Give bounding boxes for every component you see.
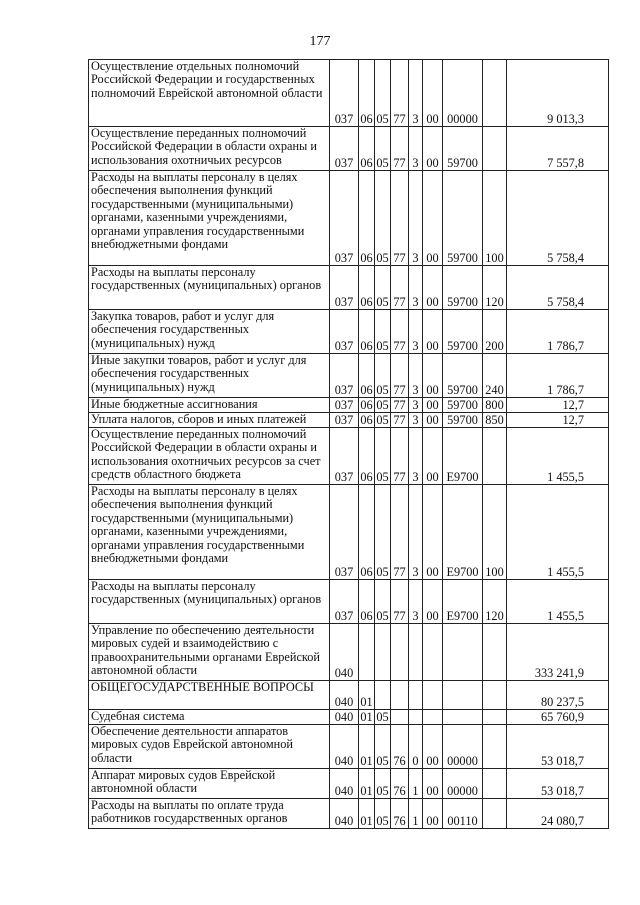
table-row (89, 398, 609, 413)
code-cell-vr (483, 624, 507, 681)
table-row (89, 485, 609, 580)
code-cell-p3: 00 (423, 60, 443, 127)
code-cell-pr: 05 (375, 769, 391, 799)
table-row (89, 413, 609, 428)
code-cell-p2: 3 (409, 310, 423, 354)
code-cell-vr (483, 769, 507, 799)
code-cell-p3: 00 (423, 725, 443, 769)
code-cell-p3 (423, 624, 443, 681)
expense-name-cell: Иные бюджетные ассигнования (89, 398, 330, 413)
table-row (89, 710, 609, 725)
amount-cell: 53 018,7 (507, 725, 609, 769)
code-cell-p3: 00 (423, 398, 443, 413)
code-cell-p4 (443, 710, 483, 725)
amount-cell: 24 080,7 (507, 799, 609, 829)
code-cell-p4: 59700 (443, 171, 483, 266)
code-cell-p1: 77 (391, 485, 409, 580)
code-cell-p4: Е9700 (443, 485, 483, 580)
code-cell-vr (483, 127, 507, 171)
code-cell-p4: 00110 (443, 799, 483, 829)
code-cell-p2: 3 (409, 266, 423, 310)
code-cell-p4: Е9700 (443, 428, 483, 485)
table-row (89, 428, 609, 485)
code-cell-vr (483, 799, 507, 829)
code-cell-p3: 00 (423, 310, 443, 354)
code-cell-p4: 00000 (443, 769, 483, 799)
table-row (89, 171, 609, 266)
code-cell-vr (483, 725, 507, 769)
code-cell-p4: 59700 (443, 354, 483, 398)
table-row (89, 624, 609, 681)
code-cell-rz: 06 (359, 266, 375, 310)
code-cell-rz: 01 (360, 709, 373, 724)
code-cell-p2: 3 (409, 60, 423, 127)
code-cell-rz: 06 (360, 397, 373, 412)
expense-name-cell: Расходы на выплаты персоналу государственных (муниципальных) органов (89, 266, 330, 310)
amount-cell: 1 455,5 (507, 428, 609, 485)
code-cell-vr: 120 (483, 266, 507, 310)
table-row (89, 799, 609, 829)
amount-cell: 80 237,5 (507, 681, 609, 710)
code-cell-p2 (409, 624, 423, 681)
code-cell-vr: 120 (483, 580, 507, 624)
code-cell-ved: 037 (330, 171, 359, 266)
code-cell-rz: 06 (360, 412, 373, 427)
expense-name-cell: Обеспечение деятельности аппаратов мировых судов Еврейской автономной области (89, 725, 330, 769)
code-cell-ved: 040 (330, 681, 359, 710)
expense-name-cell: Закупка товаров, работ и услуг для обеспечения государственных (муниципальных) нужд (89, 310, 330, 354)
code-cell-pr: 05 (376, 397, 389, 412)
code-cell-p1: 77 (391, 428, 409, 485)
page-number: 177 (309, 34, 331, 49)
table-row (89, 580, 609, 624)
code-cell-rz: 06 (359, 171, 375, 266)
code-cell-rz: 06 (359, 580, 375, 624)
code-cell-ved: 037 (330, 485, 359, 580)
code-cell-p1: 76 (391, 769, 409, 799)
code-cell-rz: 06 (359, 310, 375, 354)
code-cell-ved: 040 (330, 624, 359, 681)
code-cell-p4: 00000 (443, 60, 483, 127)
amount-cell: 1 455,5 (507, 485, 609, 580)
code-cell-p2: 1 (409, 769, 423, 799)
code-cell-pr: 05 (375, 171, 391, 266)
table-row (89, 725, 609, 769)
code-cell-ved: 040 (330, 725, 359, 769)
code-cell-p1: 76 (391, 799, 409, 829)
table-body (89, 60, 609, 829)
code-cell-p3: 00 (423, 354, 443, 398)
expense-name-cell: Аппарат мировых судов Еврейской автономной области (89, 769, 330, 799)
expense-name-cell: Расходы на выплаты персоналу в целях обеспечения выполнения функций государственными (муниципальными) органами, казенными учреждениями, органами управления государственными внебюджетными фондами (89, 171, 330, 266)
code-cell-ved: 040 (330, 769, 359, 799)
code-cell-ved: 037 (330, 398, 359, 413)
code-cell-ved: 037 (330, 266, 359, 310)
code-cell-vr (483, 428, 507, 485)
code-cell-p2: 3 (409, 127, 423, 171)
code-cell-p1 (391, 624, 409, 681)
code-cell-p2 (409, 681, 423, 710)
expense-name-cell: Осуществление переданных полномочий Российской Федерации в области охраны и использования охотничьих ресурсов (89, 127, 330, 171)
budget-table (88, 59, 609, 829)
code-cell-vr: 100 (483, 171, 507, 266)
expense-name-cell: Судебная система (89, 710, 330, 725)
code-cell-vr: 240 (483, 354, 507, 398)
amount-cell: 1 786,7 (507, 310, 609, 354)
code-cell-ved: 037 (330, 354, 359, 398)
code-cell-ved: 037 (330, 413, 359, 428)
amount-cell: 53 018,7 (507, 769, 609, 799)
expense-name-cell: ОБЩЕГОСУДАРСТВЕННЫЕ ВОПРОСЫ (89, 681, 330, 710)
code-cell-p3: 00 (423, 799, 443, 829)
expense-name-cell: Иные закупки товаров, работ и услуг для обеспечения государственных (муниципальных) нужд (89, 354, 330, 398)
code-cell-p1: 77 (391, 310, 409, 354)
amount-cell: 9 013,3 (507, 60, 609, 127)
code-cell-p4: 00000 (443, 725, 483, 769)
code-cell-pr: 05 (376, 709, 389, 724)
code-cell-p4 (443, 624, 483, 681)
code-cell-vr (483, 710, 507, 725)
code-cell-vr: 100 (483, 485, 507, 580)
code-cell-p2: 3 (409, 428, 423, 485)
code-cell-pr: 05 (375, 127, 391, 171)
code-cell-p4: 59700 (443, 266, 483, 310)
code-cell-vr: 200 (483, 310, 507, 354)
code-cell-p1: 76 (391, 725, 409, 769)
code-cell-p1: 77 (391, 266, 409, 310)
expense-name-cell: Управление по обеспечению деятельности мировых судей и взаимодействию с правоохранительными органами Еврейской автономной области (89, 624, 330, 681)
table-row (89, 681, 609, 710)
code-cell-p2: 1 (409, 799, 423, 829)
code-cell-ved: 037 (330, 580, 359, 624)
code-cell-p2: 3 (409, 398, 423, 413)
code-cell-p1: 77 (391, 413, 409, 428)
code-cell-pr: 05 (375, 60, 391, 127)
code-cell-ved: 037 (330, 428, 359, 485)
code-cell-p3: 00 (423, 171, 443, 266)
code-cell-p3: 00 (423, 769, 443, 799)
code-cell-rz: 01 (359, 769, 375, 799)
amount-cell: 5 758,4 (507, 266, 609, 310)
amount-cell: 65 760,9 (507, 710, 609, 725)
code-cell-pr (375, 624, 391, 681)
code-cell-p3: 00 (423, 266, 443, 310)
code-cell-p1: 77 (391, 398, 409, 413)
amount-cell: 12,7 (507, 413, 609, 428)
code-cell-p1: 77 (391, 127, 409, 171)
table-row (89, 354, 609, 398)
code-cell-p2: 3 (409, 354, 423, 398)
code-cell-rz (359, 624, 375, 681)
code-cell-p3: 00 (423, 127, 443, 171)
table-row (89, 769, 609, 799)
code-cell-p1: 77 (391, 171, 409, 266)
code-cell-p3: 00 (423, 485, 443, 580)
table-row (89, 310, 609, 354)
code-cell-rz: 06 (359, 428, 375, 485)
code-cell-p4: 59700 (443, 310, 483, 354)
code-cell-pr: 05 (375, 266, 391, 310)
code-cell-ved: 037 (330, 310, 359, 354)
code-cell-vr (483, 681, 507, 710)
code-cell-pr (375, 681, 391, 710)
code-cell-p2: 3 (409, 171, 423, 266)
amount-cell: 1 455,5 (507, 580, 609, 624)
code-cell-pr: 05 (375, 725, 391, 769)
table-row (89, 127, 609, 171)
expense-name-cell: Расходы на выплаты персоналу в целях обеспечения выполнения функций государственными (муниципальными) органами, казенными учреждениями, органами управления государственными внебюджетными фондами (89, 485, 330, 580)
code-cell-pr: 05 (375, 580, 391, 624)
expense-name-cell: Расходы на выплаты персоналу государственных (муниципальных) органов (89, 580, 330, 624)
code-cell-vr: 800 (483, 398, 507, 413)
code-cell-p4: 59700 (443, 398, 483, 413)
code-cell-p2: 0 (409, 725, 423, 769)
code-cell-rz: 06 (359, 354, 375, 398)
code-cell-rz: 06 (359, 485, 375, 580)
code-cell-p3 (423, 710, 443, 725)
code-cell-pr: 05 (375, 485, 391, 580)
expense-name-cell: Расходы на выплаты по оплате труда работников государственных органов (89, 799, 330, 829)
expense-name-cell: Осуществление отдельных полномочий Российской Федерации и государственных полномочий Еврейской автономной области (89, 60, 330, 127)
code-cell-p4: 59700 (443, 413, 483, 428)
code-cell-p3: 00 (423, 413, 443, 428)
code-cell-rz: 01 (359, 799, 375, 829)
code-cell-pr: 05 (375, 354, 391, 398)
table-row (89, 266, 609, 310)
code-cell-p2: 3 (409, 580, 423, 624)
amount-cell: 12,7 (507, 398, 609, 413)
code-cell-p1: 77 (391, 354, 409, 398)
table-row (89, 60, 609, 127)
code-cell-vr: 850 (483, 413, 507, 428)
code-cell-p4 (443, 681, 483, 710)
code-cell-rz: 01 (359, 681, 375, 710)
amount-cell: 333 241,9 (507, 624, 609, 681)
code-cell-rz: 06 (359, 60, 375, 127)
code-cell-rz: 06 (359, 127, 375, 171)
code-cell-pr: 05 (376, 412, 389, 427)
code-cell-p2 (409, 710, 423, 725)
code-cell-ved: 040 (330, 799, 359, 829)
code-cell-pr: 05 (375, 799, 391, 829)
amount-cell: 1 786,7 (507, 354, 609, 398)
code-cell-p1: 77 (391, 580, 409, 624)
code-cell-p1 (391, 681, 409, 710)
code-cell-rz: 01 (359, 725, 375, 769)
code-cell-p1 (391, 710, 409, 725)
amount-cell: 5 758,4 (507, 171, 609, 266)
amount-cell: 7 557,8 (507, 127, 609, 171)
code-cell-pr: 05 (375, 428, 391, 485)
code-cell-p3: 00 (423, 580, 443, 624)
code-cell-p4: Е9700 (443, 580, 483, 624)
expense-name-cell: Осуществление переданных полномочий Российской Федерации в области охраны и использования охотничьих ресурсов за счет средств областного бюджета (89, 428, 330, 485)
code-cell-p1: 77 (391, 60, 409, 127)
code-cell-p2: 3 (409, 485, 423, 580)
code-cell-ved: 037 (330, 60, 359, 127)
code-cell-p3: 00 (423, 428, 443, 485)
code-cell-p4: 59700 (443, 127, 483, 171)
code-cell-pr: 05 (375, 310, 391, 354)
code-cell-ved: 040 (330, 710, 359, 725)
code-cell-ved: 037 (330, 127, 359, 171)
code-cell-p2: 3 (409, 413, 423, 428)
expense-name-cell: Уплата налогов, сборов и иных платежей (89, 413, 330, 428)
code-cell-p3 (423, 681, 443, 710)
code-cell-vr (483, 60, 507, 127)
